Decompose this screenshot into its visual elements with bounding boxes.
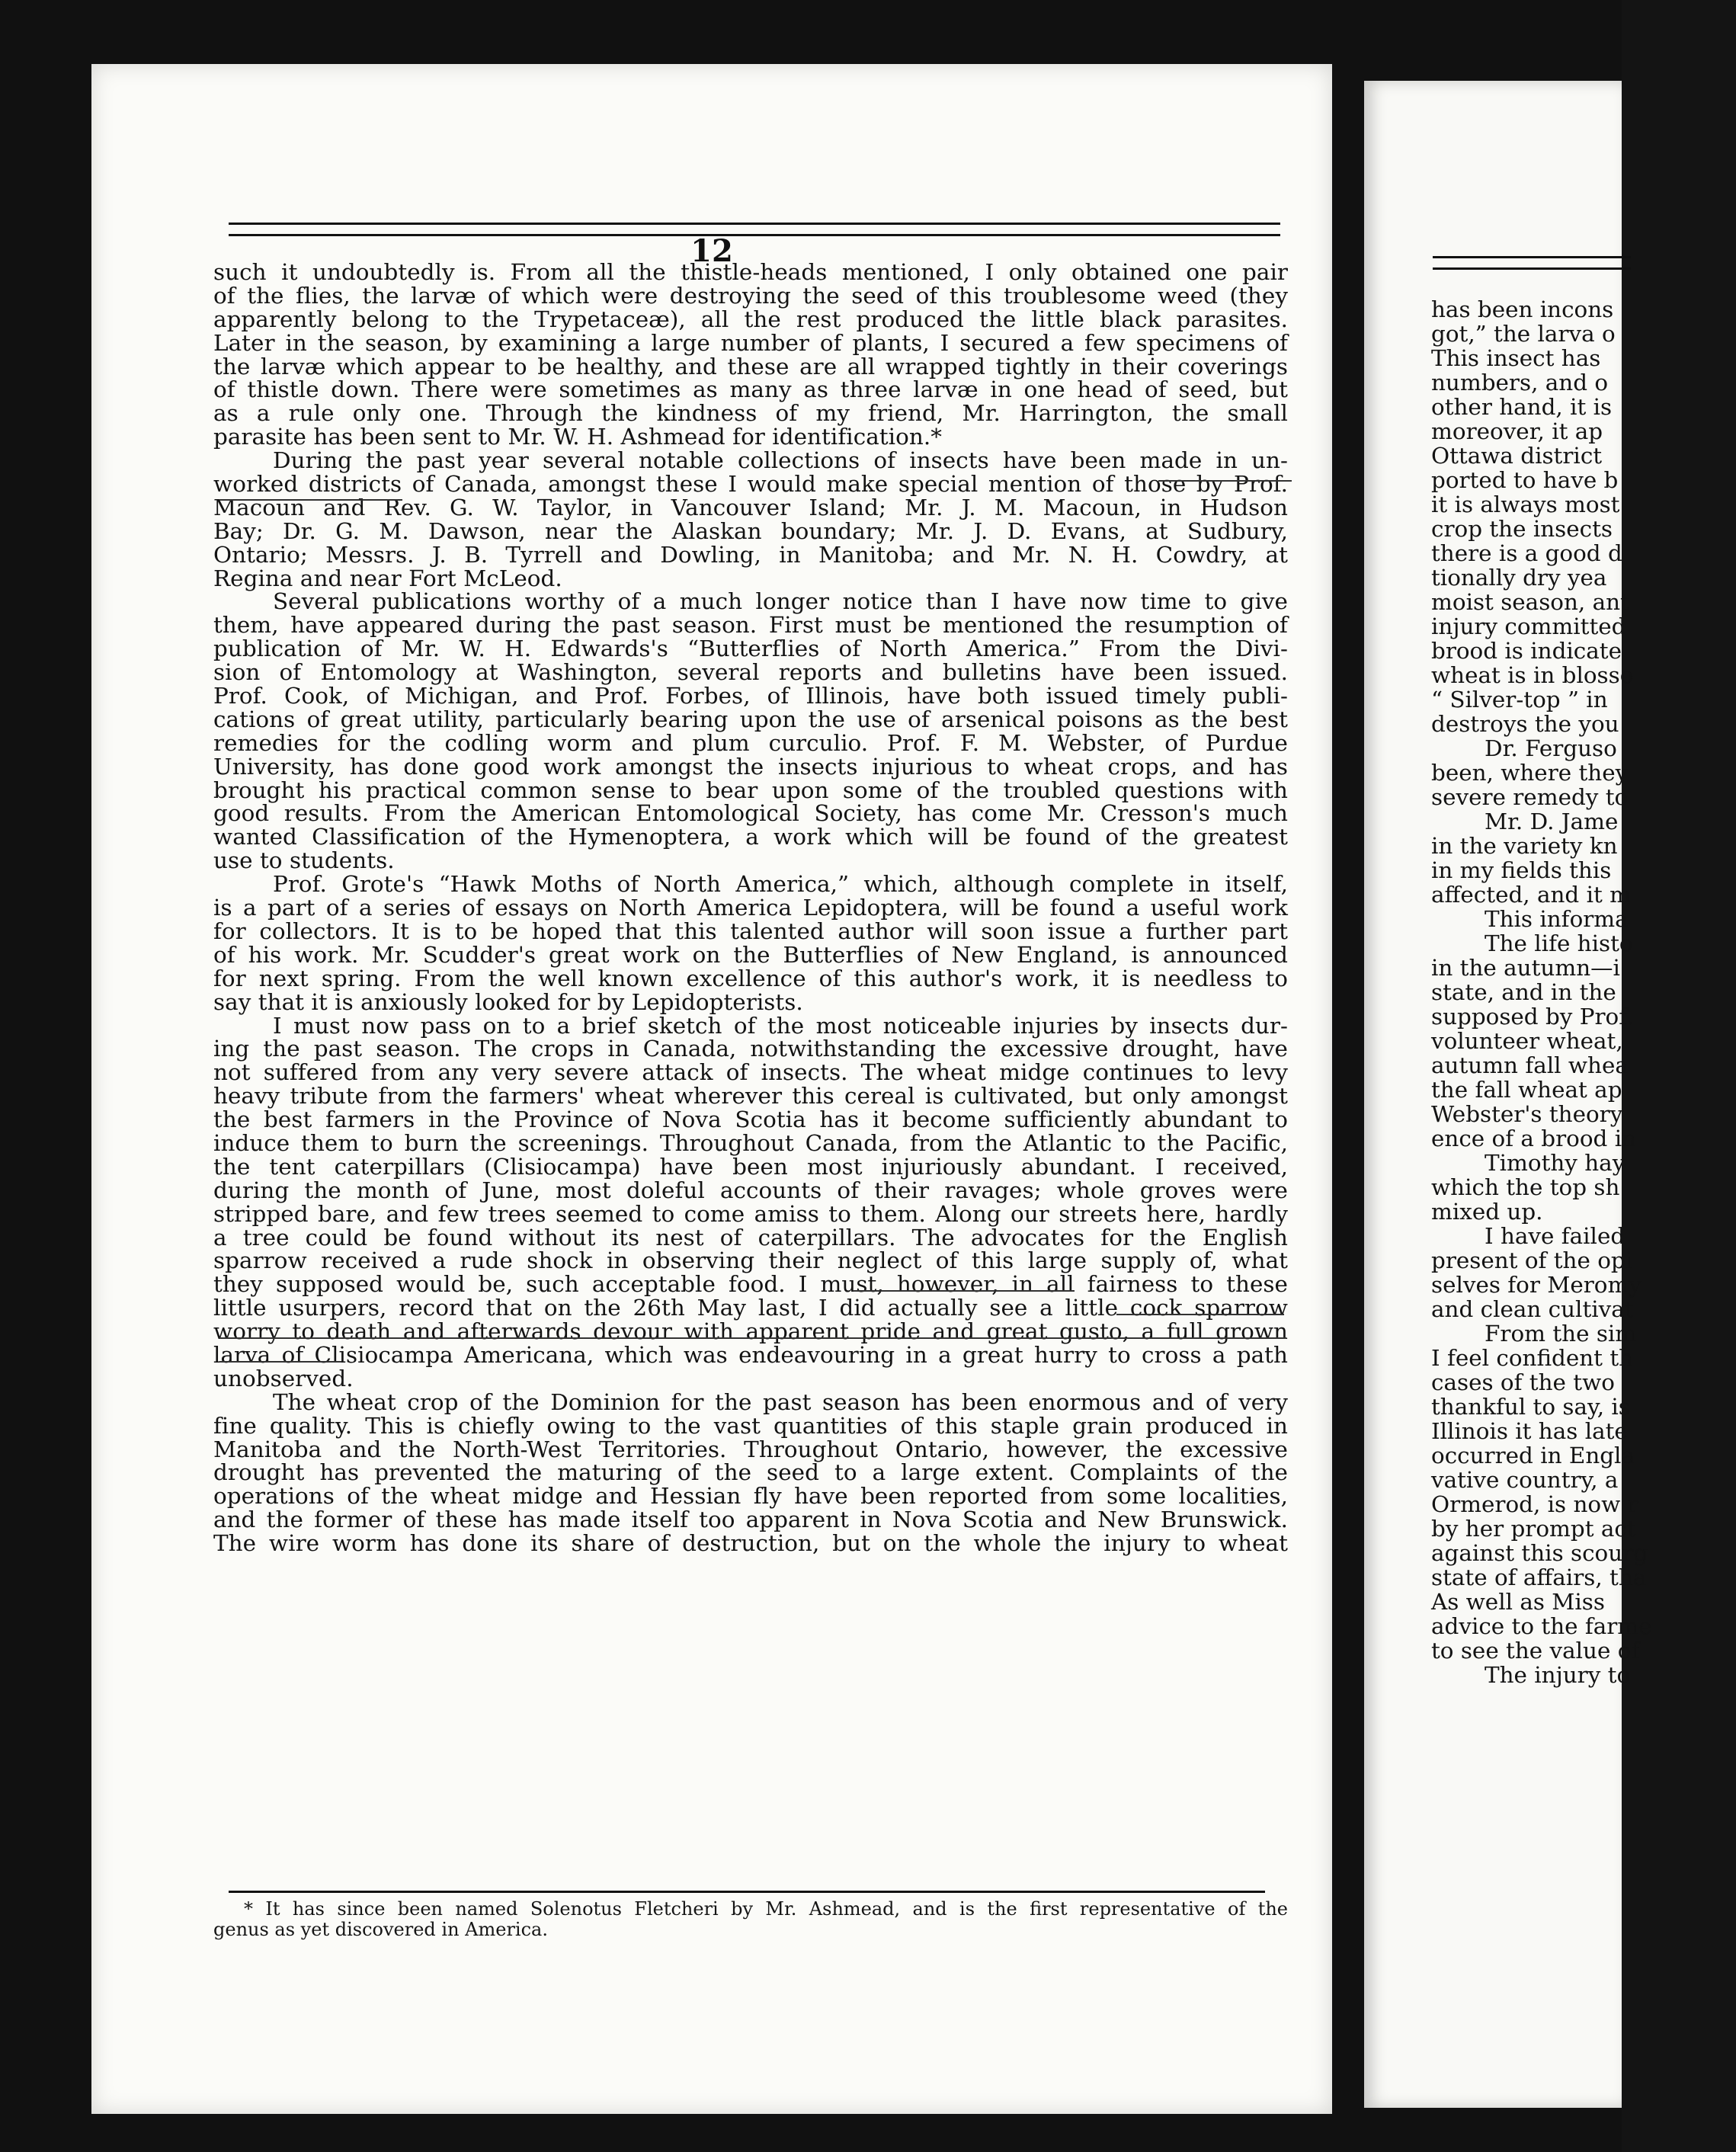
right-text-line: Ormerod, is now r [1431,1491,1638,1517]
right-text-line: ported to have b [1431,467,1619,493]
right-text-line: has been incons [1431,296,1614,322]
body-text [213,261,1288,1555]
text-line: good results. From the American Entomological Society, has come Mr. Cresson's much [213,800,1288,827]
text-line: such it undoubtedly is. From all the thistle-heads mentioned, I only obtained one pair [213,259,1288,285]
right-text-line: supposed by Prof. [1431,1004,1634,1030]
text-line: During the past year several notable collections of insects have been made in un- [273,447,1288,474]
pencil-underline [854,1290,1075,1292]
text-line: as a rule only one. Through the kindness of my friend, Mr. Harrington, the small [213,400,1288,427]
header-double-rule [229,223,1280,236]
page-number: 12 [690,233,733,269]
pencil-underline [219,1361,341,1363]
text-line: The wheat crop of the Dominion for the past season has been enormous and of very [273,1388,1288,1415]
right-text-line: Illinois it has late [1431,1418,1628,1444]
right-text-line: state, and in the [1431,979,1616,1005]
text-line: of his work. Mr. Scudder's great work on the Butterflies of New England, is announced [213,941,1288,968]
text-line: sion of Entomology at Washington, several reports and bulletins have been issued. [213,659,1288,686]
right-text-line: numbers, and o [1431,370,1609,395]
text-line: use to students. [213,847,395,874]
text-line: little usurpers, record that on the 26th May last, I did actually see a little cock sparrow [213,1295,1288,1321]
text-line: for collectors. It is to be hoped that this talented author will soon issue a further part [213,917,1288,944]
right-text-line: against this scourg [1431,1540,1648,1566]
right-text-line: The injury to [1485,1662,1631,1688]
right-text-line: From the sim [1485,1321,1637,1347]
right-text-line: crop the insects [1431,516,1613,542]
text-line: the tent caterpillars (Clisiocampa) have been most injuriously abundant. I received, [213,1153,1288,1180]
right-text-line: autumn fall whea [1431,1052,1629,1078]
text-line: Macoun and Rev. G. W. Taylor, in Vancouver Island; Mr. J. M. Macoun, in Hudson [213,494,1288,520]
text-line: of the flies, the larvæ of which were destroying the seed of this troublesome weed (they [213,282,1288,309]
pencil-underline [219,499,402,501]
right-text-line: been, where they [1431,760,1629,786]
right-text-line: state of affairs, tha [1431,1564,1647,1590]
right-text-line: in my fields this [1431,857,1612,883]
right-text-line: injury committed [1431,613,1626,639]
text-line: fine quality. This is chiefly owing to the vast quantities of this staple grain produced in [213,1412,1288,1439]
text-line: Later in the season, by examining a large number of plants, I secured a few specimens of [213,329,1288,356]
right-text-line: in the variety kn [1431,833,1618,859]
right-text-line: ence of a brood in [1431,1126,1637,1151]
text-line: them, have appeared during the past season. First must be mentioned the resumption of [213,612,1288,639]
right-text-line: As well as Miss [1431,1589,1605,1615]
pencil-underline [1158,480,1292,482]
text-line: worked districts of Canada, amongst these I would make special mention of those by Prof. [213,471,1288,498]
text-line: remedies for the codling worm and plum curculio. Prof. F. M. Webster, of Purdue [213,729,1288,756]
text-line: Manitoba and the North-West Territories. Throughout Ontario, however, the excessive [213,1436,1288,1462]
text-line: of thistle down. There were sometimes as many as three larvæ in one head of seed, but [213,376,1288,403]
header-rule-right [1433,256,1631,270]
right-text-line: which the top sh [1431,1174,1620,1200]
right-text-line: mixed up. [1431,1199,1543,1225]
text-line: drought has prevented the maturing of the seed to a large extent. Complaints of the [213,1459,1288,1486]
right-text-line: cases of the two [1431,1369,1615,1395]
right-text-line: Timothy hay [1485,1150,1625,1176]
text-line: wanted Classification of the Hymenoptera, a work which will be found of the greatest [213,824,1288,850]
right-text-line: vative country, a [1431,1467,1619,1493]
right-text-line: and clean cultivat [1431,1296,1634,1322]
text-line: parasite has been sent to Mr. W. H. Ashmead for identification.* [213,424,942,450]
text-line: induce them to burn the screenings. Throughout Canada, from the Atlantic to the Pacific, [213,1129,1288,1156]
right-text-line: got,” the larva o [1431,321,1616,347]
right-page-fragment [1364,81,1652,2108]
text-line: Regina and near Fort McLeod. [213,565,562,591]
right-text-line: to see the value of [1431,1638,1640,1664]
text-line: not suffered from any very severe attack of insects. The wheat midge continues to levy [213,1059,1288,1086]
right-text-line: occurred in Engla [1431,1443,1635,1468]
right-text-line: by her prompt act [1431,1516,1636,1542]
right-text-line: Dr. Ferguso [1485,735,1617,761]
right-text-line: thankful to say, is [1431,1394,1630,1420]
right-text-line: I have failed [1485,1223,1625,1249]
text-line: a tree could be found without its nest of caterpillars. The advocates for the English [213,1224,1288,1251]
right-text-line: affected, and it m [1431,882,1631,908]
text-line: cations of great utility, particularly bearing upon the use of arsenical poisons as the best [213,706,1288,732]
text-line: larva of Clisiocampa Americana, which was endeavouring in a great hurry to cross a path [213,1341,1288,1368]
right-text-line: selves for Meromy [1431,1272,1642,1298]
text-line: University, has done good work amongst the insects injurious to wheat crops, and has [213,753,1288,780]
text-line: Prof. Cook, of Michigan, and Prof. Forbes, of Illinois, have both issued timely publi- [213,683,1288,709]
text-line: sparrow received a rude shock in observing their neglect of this large supply of, what [213,1247,1288,1274]
right-text-line: it is always most [1431,492,1620,517]
right-text-line: destroys the you [1431,711,1619,737]
right-text-line: This insect has [1431,345,1601,371]
pencil-underline [1116,1314,1284,1315]
footnote-line: * It has since been named Solenotus Fletcheri by Mr. Ashmead, and is the first representative of the [244,1898,1288,1920]
right-text-line: in the autumn—i [1431,955,1620,981]
text-line: during the month of June, most doleful accounts of their ravages; whole groves were [213,1177,1288,1203]
text-line: The wire worm has done its share of destruction, but on the whole the injury to wheat [213,1530,1288,1557]
text-line: unobserved. [213,1365,354,1391]
text-line: brought his practical common sense to bear upon some of the troubled questions with [213,777,1288,803]
text-line: I must now pass on to a brief sketch of the most noticeable injuries by insects dur- [273,1012,1288,1039]
text-line: they supposed would be, such acceptable food. I must, however, in all fairness to these [213,1271,1288,1298]
text-line: heavy tribute from the farmers' wheat wherever this cereal is cultivated, but only amongst [213,1083,1288,1110]
footnote-rule [229,1891,1265,1893]
right-text-line: moreover, it ap [1431,418,1603,444]
right-text-line: I feel confident th [1431,1345,1634,1371]
right-text-line: wheat is in blosso [1431,662,1634,688]
footnote [213,1899,1288,1940]
right-text-line: brood is indicate [1431,638,1622,664]
right-text-line: present of the opi [1431,1247,1633,1273]
text-line: publication of Mr. W. H. Edwards's “Butterflies of North America.” From the Divi- [213,636,1288,662]
right-text-line: Webster's theory [1431,1101,1623,1127]
right-page-text [1431,297,1736,1687]
text-line: Several publications worthy of a much longer notice than I have now time to give [273,588,1288,615]
text-line: and the former of these has made itself too apparent in Nova Scotia and New Brunswick. [213,1507,1288,1533]
text-line: Ontario; Messrs. J. B. Tyrrell and Dowling, in Manitoba; and Mr. N. H. Cowdry, at [213,541,1288,568]
right-text-line: volunteer wheat, [1431,1028,1623,1054]
text-line: the best farmers in the Province of Nova Scotia has it become sufficiently abundant to [213,1106,1288,1133]
text-line: Bay; Dr. G. M. Dawson, near the Alaskan boundary; Mr. J. D. Evans, at Sudbury, [213,517,1288,544]
right-text-line: advice to the farme [1431,1613,1652,1639]
text-line: worry to death and afterwards devour with apparent pride and great gusto, a full grown [213,1318,1288,1345]
text-line: stripped bare, and few trees seemed to come amiss to them. Along our streets here, hardly [213,1200,1288,1227]
text-line: Prof. Grote's “Hawk Moths of North America,” which, although complete in itself, [273,871,1288,898]
text-line: say that it is anxiously looked for by Lepidopterists. [213,988,803,1015]
text-line: ing the past season. The crops in Canada, notwithstanding the excessive drought, have [213,1036,1288,1062]
text-line: the larvæ which appear to be healthy, and these are all wrapped tightly in their coverings [213,353,1288,379]
right-text-line: “ Silver-top ” in [1431,687,1608,713]
right-text-line: there is a good d [1431,540,1622,566]
pencil-underline [219,1337,1286,1339]
right-text-line: severe remedy to [1431,784,1629,810]
right-text-line: Ottawa district [1431,443,1603,469]
right-text-line: The life histo [1485,930,1633,956]
right-text-line: other hand, it is [1431,394,1613,420]
text-line: operations of the wheat midge and Hessian fly have been reported from some localities, [213,1483,1288,1510]
text-line: for next spring. From the well known excellence of this author's work, it is needless to [213,965,1288,991]
text-line: apparently belong to the Trypetaceæ), all the rest produced the little black parasites. [213,306,1288,332]
footnote-line: genus as yet discovered in America. [213,1919,548,1940]
right-text-line: Mr. D. Jame [1485,809,1619,834]
right-text-line: This informa [1485,906,1629,932]
right-text-line: the fall wheat ap [1431,1077,1622,1103]
right-text-line: moist season, ant [1431,589,1629,615]
text-line: is a part of a series of essays on North America Lepidoptera, will be found a useful work [213,895,1288,921]
right-text-line: tionally dry yea [1431,565,1607,591]
